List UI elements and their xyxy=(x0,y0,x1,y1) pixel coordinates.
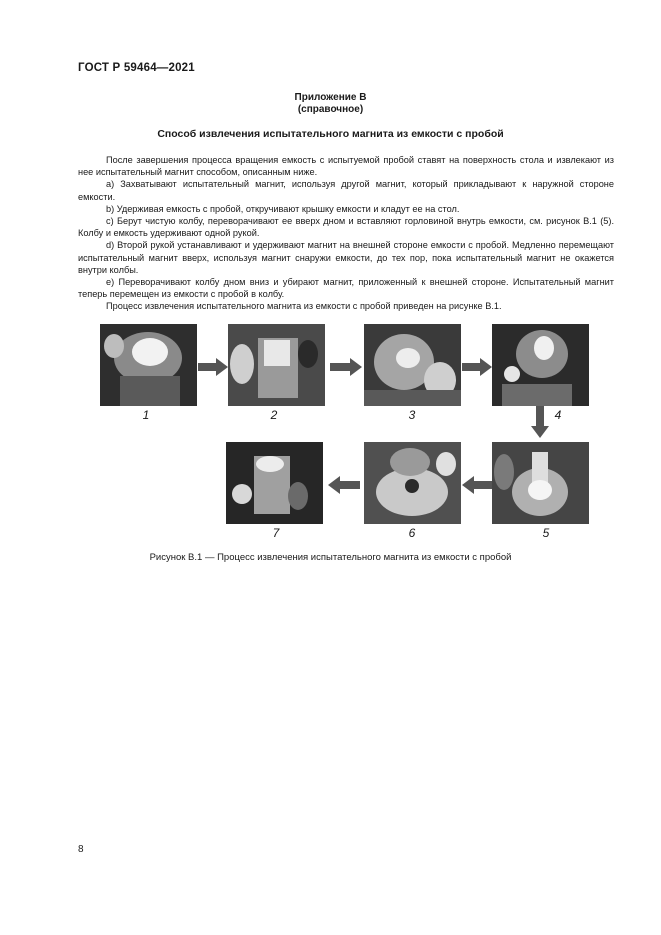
paragraph-intro: После завершения процесса вращения емкость с испытуемой пробой ставят на поверхность стола и извлекают из нее испытательный магнит способом, описанным ниже. xyxy=(78,155,614,178)
arrow-right-icon xyxy=(462,358,492,376)
arrow-right-icon xyxy=(198,358,228,376)
figure-photo-4 xyxy=(492,324,589,406)
step-label-7: 7 xyxy=(272,526,280,540)
paragraph-figure-ref: Процесс извлечения испытательного магнита из емкости с пробой приведен на рисунке В.1. xyxy=(106,301,502,312)
paragraph-step-d: d) Второй рукой устанавливают и удерживают магнит на внешней стороне емкости с пробой. Медленно перемещают испытательный магнит вверх, используя магнит снаружи емкости, до тех пор, пока испытательный магнит не окажется внутри колбы. xyxy=(78,240,614,275)
appendix-title: Приложение В xyxy=(294,92,367,103)
figure-photo-2 xyxy=(228,324,325,406)
figure-photo-3 xyxy=(364,324,461,406)
step-label-4: 4 xyxy=(554,408,562,422)
arrow-down-icon xyxy=(531,406,549,438)
section-title: Способ извлечения испытательного магнита из емкости с пробой xyxy=(157,128,504,140)
paragraph-step-a: a) Захватывают испытательный магнит, используя другой магнит, который прикладывают к наружной стороне емкости. xyxy=(78,179,614,202)
document-id: ГОСТ Р 59464—2021 xyxy=(78,62,195,74)
figure-photo-1 xyxy=(100,324,197,406)
arrow-left-icon xyxy=(328,476,360,494)
step-label-2: 2 xyxy=(270,408,278,422)
arrow-left-icon xyxy=(462,476,492,494)
paragraph-step-e: e) Переворачивают колбу дном вниз и убирают магнит, приложенный к внешней стороне. Испытательный магнит теперь перемещен из емкости с пробой в колбу. xyxy=(78,277,614,300)
page-number: 8 xyxy=(78,844,84,855)
step-label-5: 5 xyxy=(542,526,550,540)
step-label-3: 3 xyxy=(408,408,416,422)
figure-photo-6 xyxy=(364,442,461,524)
appendix-subtitle: (справочное) xyxy=(297,104,364,115)
figure-photo-5 xyxy=(492,442,589,524)
figure-photo-7 xyxy=(226,442,323,524)
arrow-right-icon xyxy=(330,358,362,376)
body-text xyxy=(78,154,614,313)
figure-caption: Рисунок В.1 — Процесс извлечения испытательного магнита из емкости с пробой xyxy=(149,552,512,563)
step-label-1: 1 xyxy=(142,408,150,422)
paragraph-step-b: b) Удерживая емкость с пробой, откручивают крышку емкости и кладут ее на стол. xyxy=(106,203,460,214)
step-label-6: 6 xyxy=(408,526,416,540)
paragraph-step-c: c) Берут чистую колбу, переворачивают ее вверх дном и вставляют горловиной внутрь емкости, см. рисунок В.1 (5). Колбу и емкость удерживают одной рукой. xyxy=(78,216,614,239)
